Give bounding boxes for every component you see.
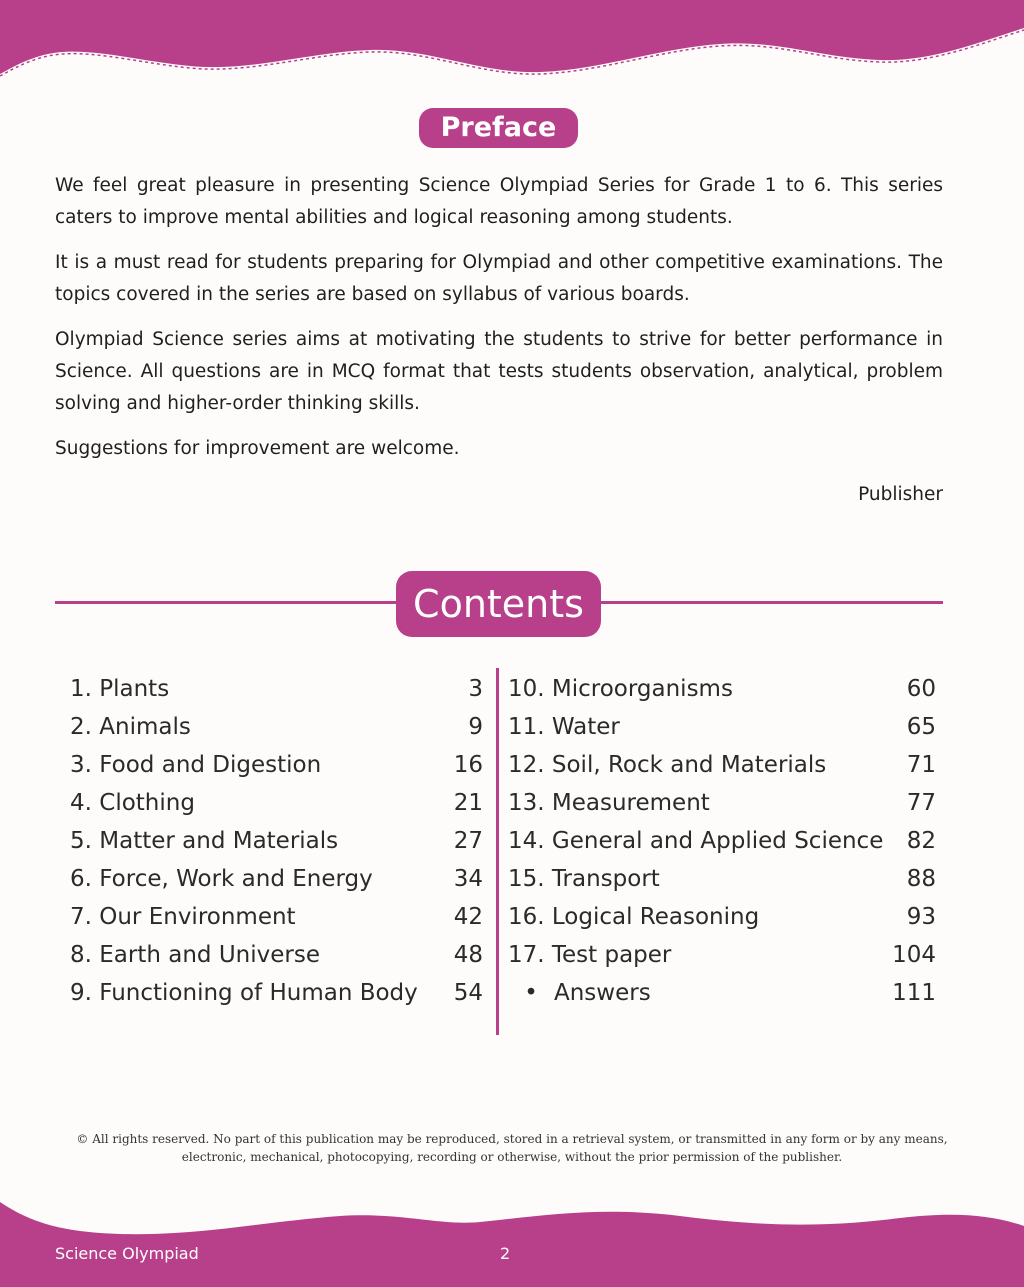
toc-entry-page: 34 <box>453 866 483 892</box>
copyright-notice <box>60 1130 964 1166</box>
toc-entry-page: 48 <box>453 942 483 968</box>
copyright-line: © All rights reserved. No part of this publication may be reproduced, stored in a retrieval system, or transmitted in any form or by any means, <box>76 1132 948 1146</box>
toc-entry-label: 8. Earth and Universe <box>70 942 320 968</box>
contents-rule-right <box>598 601 943 604</box>
toc-entry-page: 71 <box>906 752 936 778</box>
toc-entry-label: 6. Force, Work and Energy <box>70 866 373 892</box>
preface-paragraph: It is a must read for students preparing for Olympiad and other competitive examinations. The topics covered in the series are based on syllabus of various boards. <box>55 252 943 305</box>
toc-entry[interactable] <box>508 936 936 974</box>
toc-entry[interactable] <box>508 974 936 1012</box>
toc-entry-label: 10. Microorganisms <box>508 676 733 702</box>
toc-entry-label: 11. Water <box>508 714 620 740</box>
preface-title: Preface <box>419 108 578 148</box>
toc-entry[interactable] <box>70 746 483 784</box>
toc-entry-label: 5. Matter and Materials <box>70 828 339 854</box>
toc-entry-page: 65 <box>906 714 936 740</box>
bullet-icon: • <box>524 980 538 1006</box>
toc-entry-label-text: Answers <box>554 980 651 1006</box>
toc-entry[interactable] <box>70 784 483 822</box>
toc-entry-label: 17. Test paper <box>508 942 672 968</box>
toc-entry-label <box>508 974 651 1012</box>
toc-entry[interactable] <box>508 898 936 936</box>
copyright-line: electronic, mechanical, photocopying, recording or otherwise, without the prior permission of the publisher. <box>181 1150 843 1164</box>
toc-column-divider <box>496 668 499 1035</box>
toc-entry-page: 27 <box>453 828 483 854</box>
toc-entry[interactable] <box>70 860 483 898</box>
top-wave-decoration <box>0 0 1024 90</box>
toc-entry-label: 3. Food and Digestion <box>70 752 322 778</box>
toc-entry-page: 93 <box>906 904 936 930</box>
toc-entry-page: 21 <box>453 790 483 816</box>
contents-title: Contents <box>396 571 601 637</box>
toc-entry[interactable] <box>508 708 936 746</box>
toc-left-column <box>70 670 483 1012</box>
preface-signature: Publisher <box>858 484 943 505</box>
toc-entry-page: 16 <box>453 752 483 778</box>
toc-entry[interactable] <box>70 936 483 974</box>
toc-entry-page: 77 <box>906 790 936 816</box>
toc-entry[interactable] <box>508 860 936 898</box>
toc-entry-page: 54 <box>453 980 483 1006</box>
toc-entry[interactable] <box>70 708 483 746</box>
preface-paragraph: We feel great pleasure in presenting Science Olympiad Series for Grade 1 to 6. This series caters to improve mental abilities and logical reasoning among students. <box>55 175 943 228</box>
toc-entry[interactable] <box>70 974 483 1012</box>
toc-entry-label: 12. Soil, Rock and Materials <box>508 752 827 778</box>
toc-entry-page: 42 <box>453 904 483 930</box>
toc-entry-page: 60 <box>906 676 936 702</box>
toc-entry-label: 2. Animals <box>70 714 191 740</box>
toc-entry-page: 88 <box>906 866 936 892</box>
toc-entry-label: 1. Plants <box>70 676 170 702</box>
toc-entry[interactable] <box>70 898 483 936</box>
preface-paragraph: Olympiad Science series aims at motivating the students to strive for better performance in Science. All questions are in MCQ format that tests students observation, analytical, problem solving and higher-order thinking skills. <box>55 329 943 414</box>
footer-page-number: 2 <box>500 1244 511 1263</box>
toc-entry-label: 16. Logical Reasoning <box>508 904 760 930</box>
toc-entry-page: 3 <box>468 676 483 702</box>
contents-rule-left <box>55 601 400 604</box>
preface-body <box>55 170 943 524</box>
toc-entry-label: 9. Functioning of Human Body <box>70 980 418 1006</box>
toc-entry-label: 4. Clothing <box>70 790 195 816</box>
toc-entry[interactable] <box>70 670 483 708</box>
toc-entry-label: 7. Our Environment <box>70 904 296 930</box>
toc-entry-label: 13. Measurement <box>508 790 710 816</box>
toc-entry-page: 104 <box>892 942 936 968</box>
footer-title: Science Olympiad <box>55 1244 199 1263</box>
toc-entry-page: 82 <box>906 828 936 854</box>
toc-entry[interactable] <box>508 822 936 860</box>
toc-entry-page: 111 <box>892 980 936 1006</box>
toc-entry-label: 14. General and Applied Science <box>508 828 884 854</box>
bottom-wave-decoration <box>0 1192 1024 1287</box>
toc-entry[interactable] <box>70 822 483 860</box>
toc-entry[interactable] <box>508 784 936 822</box>
preface-paragraph: Suggestions for improvement are welcome. <box>55 438 460 459</box>
toc-entry-label: 15. Transport <box>508 866 660 892</box>
toc-entry[interactable] <box>508 746 936 784</box>
toc-right-column <box>508 670 936 1012</box>
toc-entry-page: 9 <box>468 714 483 740</box>
toc-entry[interactable] <box>508 670 936 708</box>
